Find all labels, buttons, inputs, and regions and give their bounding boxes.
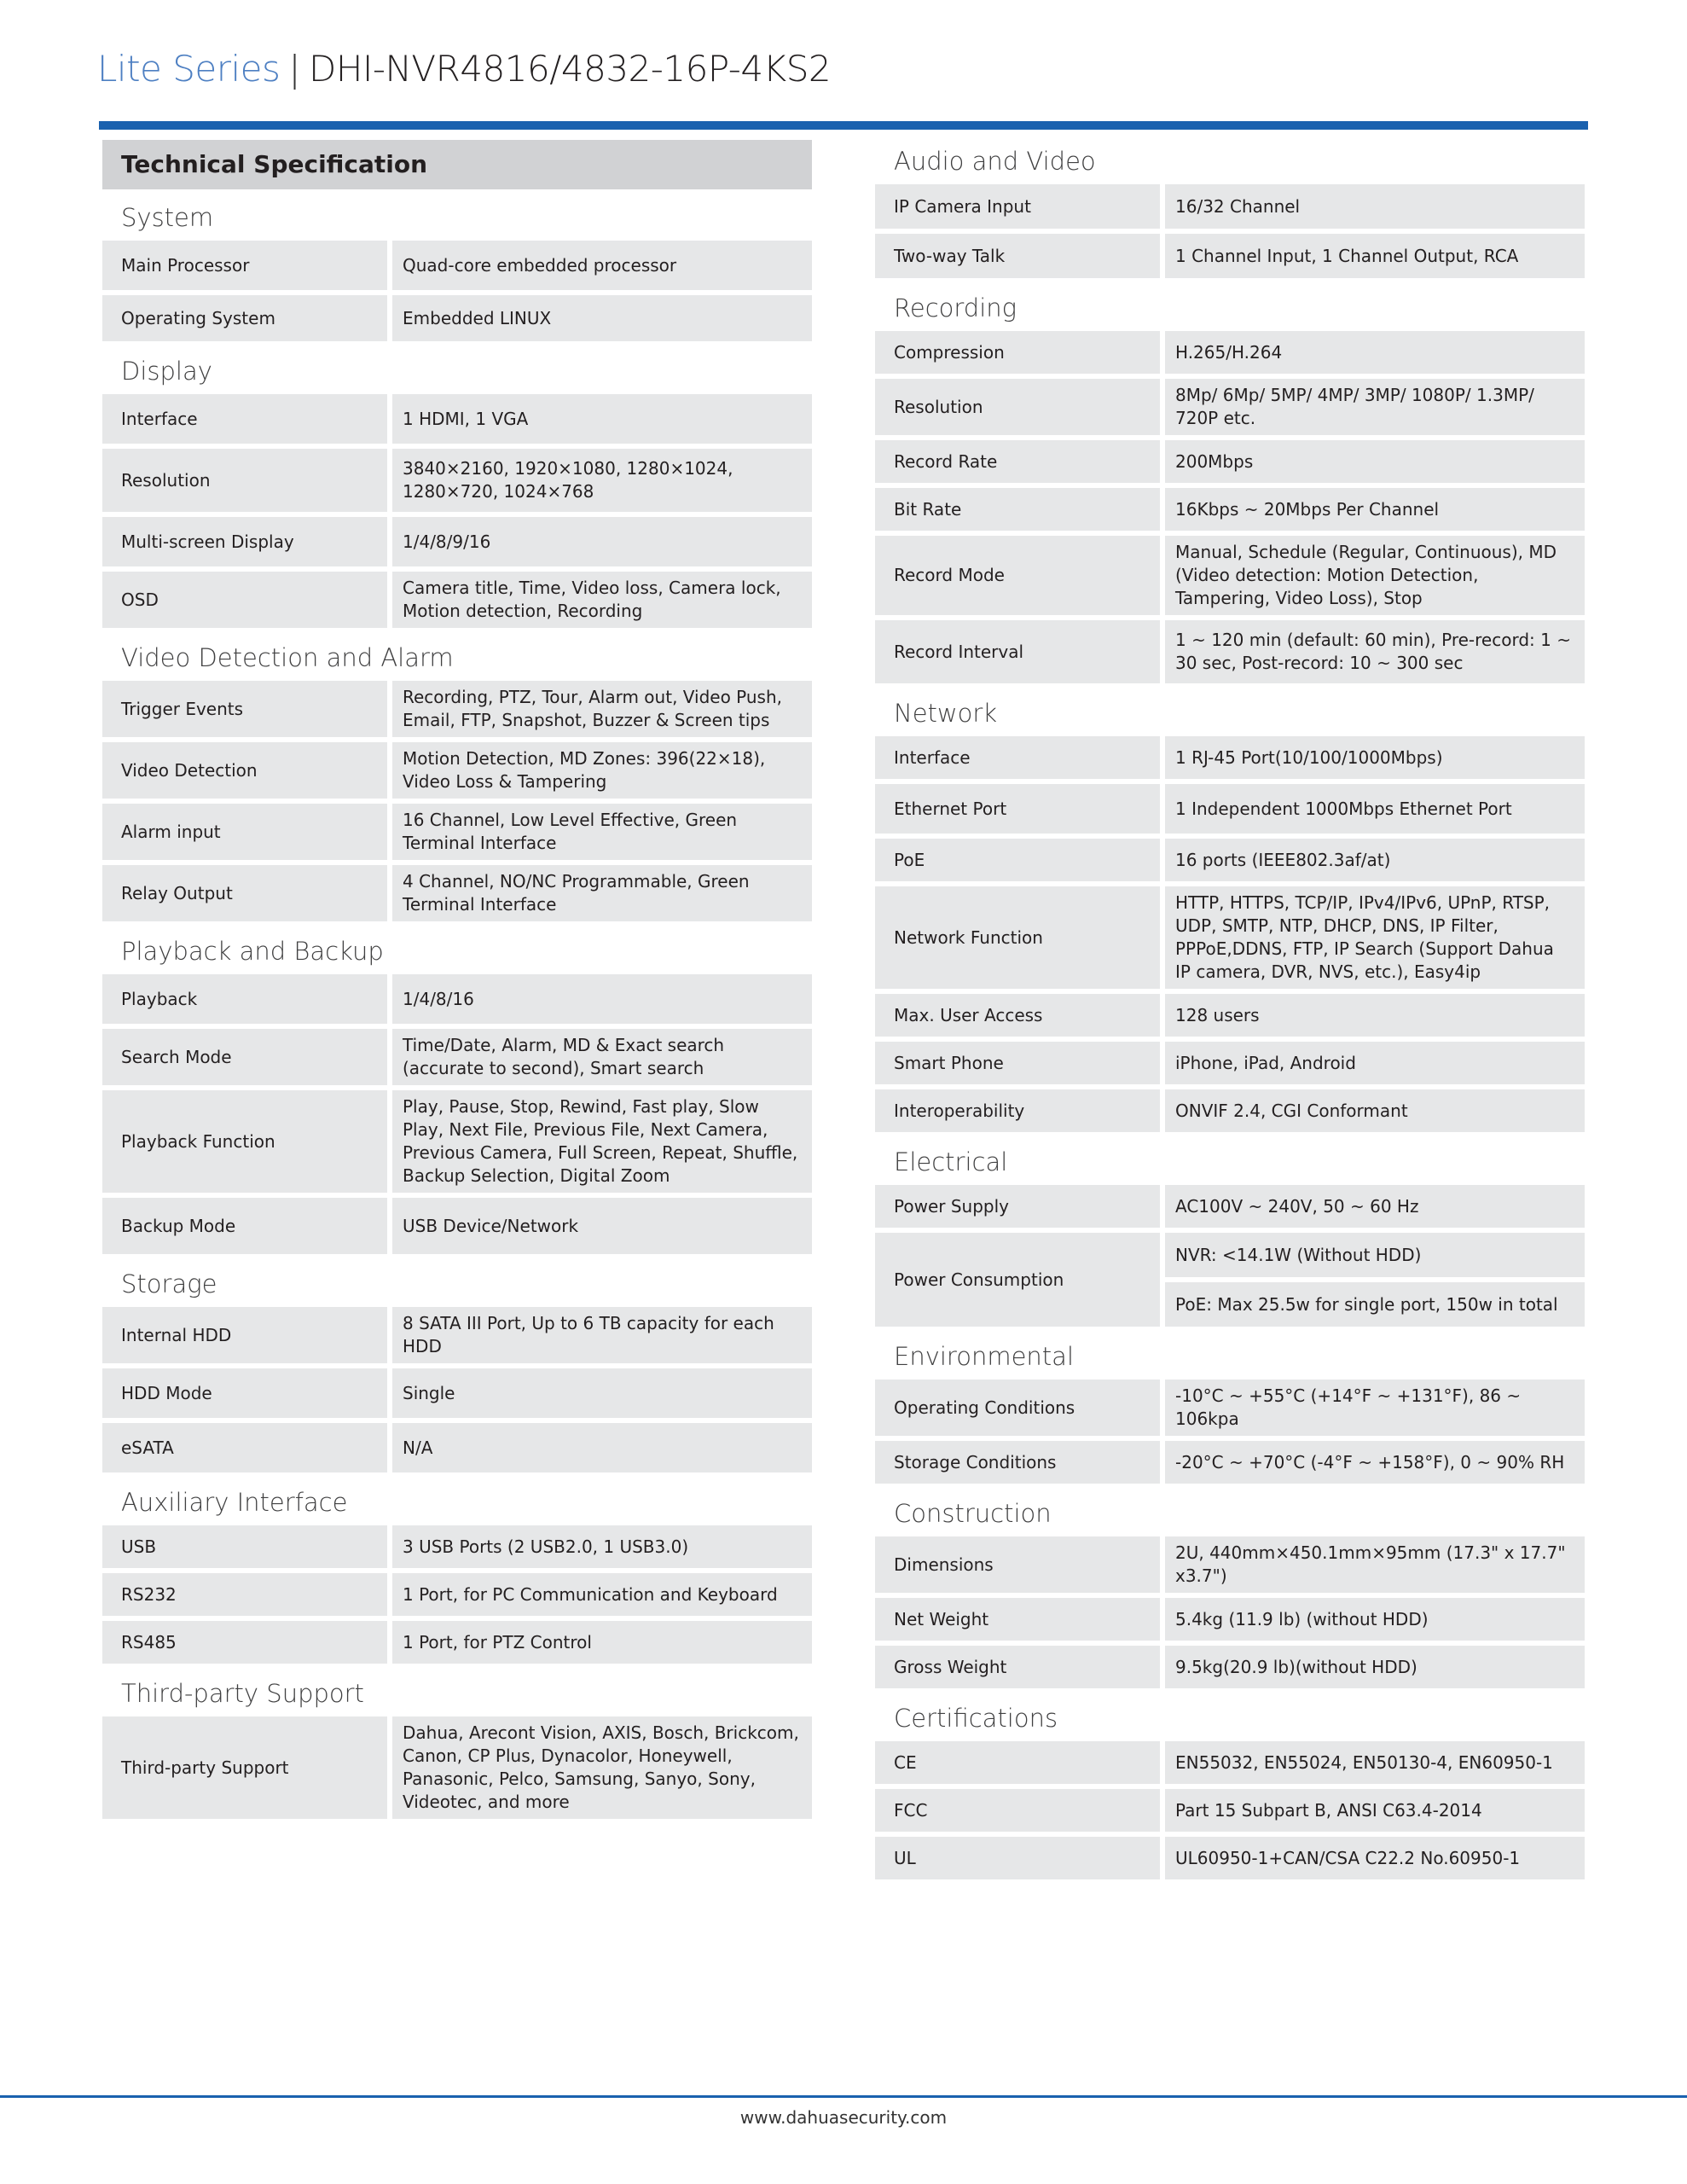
section-title: Playback and Backup xyxy=(121,937,384,966)
spec-row xyxy=(875,1042,1585,1084)
spec-label: Record Mode xyxy=(875,536,1160,615)
spec-value: Quad-core embedded processor xyxy=(392,241,812,290)
spec-row xyxy=(875,994,1585,1037)
spec-row xyxy=(102,742,812,799)
spec-row xyxy=(875,736,1585,779)
section-title: Recording xyxy=(894,293,1017,322)
section-title: Certifications xyxy=(894,1704,1058,1733)
spec-value: Dahua, Arecont Vision, AXIS, Bosch, Brickcom, Canon, CP Plus, Dynacolor, Honeywell, Panasonic, Pelco, Samsung, Sanyo, Sony, Videotec, and more xyxy=(392,1716,812,1819)
spec-label: Interface xyxy=(102,394,387,444)
spec-label: Dimensions xyxy=(875,1536,1160,1593)
spec-row xyxy=(102,1525,812,1568)
spec-value: Embedded LINUX xyxy=(392,295,812,341)
spec-label: Smart Phone xyxy=(875,1042,1160,1084)
spec-value: 16/32 Channel xyxy=(1165,184,1585,229)
spec-row xyxy=(875,234,1585,278)
spec-label: Interoperability xyxy=(875,1089,1160,1132)
spec-label: Resolution xyxy=(875,379,1160,435)
spec-row xyxy=(875,1837,1585,1879)
spec-label: FCC xyxy=(875,1789,1160,1832)
spec-label: Search Mode xyxy=(102,1029,387,1085)
spec-label: PoE xyxy=(875,839,1160,881)
spec-row xyxy=(875,784,1585,834)
spec-label: Ethernet Port xyxy=(875,784,1160,834)
spec-row xyxy=(875,440,1585,483)
spec-row xyxy=(102,1090,812,1193)
spec-value: 1 Port, for PTZ Control xyxy=(392,1621,812,1664)
spec-value: 8 SATA III Port, Up to 6 TB capacity for each HDD xyxy=(392,1307,812,1363)
spec-row xyxy=(875,1789,1585,1832)
spec-row xyxy=(102,1307,812,1363)
spec-row xyxy=(875,839,1585,881)
section-title: Network xyxy=(894,699,998,728)
series-name: Lite Series xyxy=(97,48,281,90)
spec-value: 9.5kg(20.9 lb)(without HDD) xyxy=(1165,1646,1585,1688)
spec-row xyxy=(875,1089,1585,1132)
spec-row xyxy=(875,536,1585,615)
spec-value: 1 Port, for PC Communication and Keyboard xyxy=(392,1573,812,1616)
spec-row xyxy=(875,1441,1585,1484)
spec-value: USB Device/Network xyxy=(392,1198,812,1254)
spec-value-group xyxy=(1165,1233,1585,1327)
spec-label: Power Supply xyxy=(875,1185,1160,1228)
spec-row xyxy=(875,620,1585,683)
spec-value: Play, Pause, Stop, Rewind, Fast play, Slow Play, Next File, Previous File, Next Camera, Previous Camera, Full Screen, Repeat, Shuffle, Backup Selection, Digital Zoom xyxy=(392,1090,812,1193)
spec-value: Recording, PTZ, Tour, Alarm out, Video Push, Email, FTP, Snapshot, Buzzer & Screen tips xyxy=(392,681,812,737)
spec-label: Gross Weight xyxy=(875,1646,1160,1688)
section-title: Electrical xyxy=(894,1147,1008,1176)
spec-row xyxy=(875,1598,1585,1641)
section-title: Environmental xyxy=(894,1342,1075,1371)
spec-row xyxy=(102,1029,812,1085)
spec-value: iPhone, iPad, Android xyxy=(1165,1042,1585,1084)
spec-value: 5.4kg (11.9 lb) (without HDD) xyxy=(1165,1598,1585,1641)
spec-label: Compression xyxy=(875,331,1160,374)
spec-row xyxy=(875,886,1585,989)
spec-label: Backup Mode xyxy=(102,1198,387,1254)
spec-value: Time/Date, Alarm, MD & Exact search (accurate to second), Smart search xyxy=(392,1029,812,1085)
spec-label: Network Function xyxy=(875,886,1160,989)
spec-row xyxy=(875,488,1585,531)
spec-label: eSATA xyxy=(102,1423,387,1472)
spec-value: 1 ~ 120 min (default: 60 min), Pre-record: 1 ~ 30 sec, Post-record: 10 ~ 300 sec xyxy=(1165,620,1585,683)
spec-value: -10°C ~ +55°C (+14°F ~ +131°F), 86 ~ 106kpa xyxy=(1165,1380,1585,1436)
spec-value: EN55032, EN55024, EN50130-4, EN60950-1 xyxy=(1165,1741,1585,1784)
spec-label: Playback Function xyxy=(102,1090,387,1193)
spec-row xyxy=(875,1646,1585,1688)
spec-value: Motion Detection, MD Zones: 396(22×18), Video Loss & Tampering xyxy=(392,742,812,799)
spec-label: Multi-screen Display xyxy=(102,517,387,566)
section-title: System xyxy=(121,203,214,232)
page-title xyxy=(97,48,831,90)
spec-row xyxy=(102,1716,812,1819)
spec-label: Main Processor xyxy=(102,241,387,290)
spec-value: UL60950-1+CAN/CSA C22.2 No.60950-1 xyxy=(1165,1837,1585,1879)
spec-row xyxy=(102,1621,812,1664)
spec-value: Manual, Schedule (Regular, Continuous), MD (Video detection: Motion Detection, Tampering, Video Loss), Stop xyxy=(1165,536,1585,615)
section-title: Construction xyxy=(894,1499,1052,1528)
section-title: Display xyxy=(121,357,212,386)
spec-row xyxy=(875,1233,1585,1327)
spec-row xyxy=(102,1423,812,1472)
section-title: Auxiliary Interface xyxy=(121,1488,348,1517)
spec-label: Storage Conditions xyxy=(875,1441,1160,1484)
spec-row xyxy=(102,241,812,290)
spec-row xyxy=(102,1573,812,1616)
spec-row xyxy=(102,295,812,341)
spec-value: HTTP, HTTPS, TCP/IP, IPv4/IPv6, UPnP, RTSP, UDP, SMTP, NTP, DHCP, DNS, IP Filter, PPPoE,DDNS, FTP, IP Search (Support Dahua IP camera, DVR, NVS, etc.), Easy4ip xyxy=(1165,886,1585,989)
spec-value: 3840×2160, 1920×1080, 1280×1024, 1280×720, 1024×768 xyxy=(392,449,812,512)
spec-value: 8Mp/ 6Mp/ 5MP/ 4MP/ 3MP/ 1080P/ 1.3MP/ 720P etc. xyxy=(1165,379,1585,435)
spec-label: RS232 xyxy=(102,1573,387,1616)
spec-row xyxy=(102,804,812,860)
spec-row xyxy=(102,449,812,512)
spec-label: UL xyxy=(875,1837,1160,1879)
spec-value: 1 Independent 1000Mbps Ethernet Port xyxy=(1165,784,1585,834)
spec-label: Internal HDD xyxy=(102,1307,387,1363)
spec-label: Resolution xyxy=(102,449,387,512)
spec-row xyxy=(875,1380,1585,1436)
spec-label: IP Camera Input xyxy=(875,184,1160,229)
spec-label: Video Detection xyxy=(102,742,387,799)
spec-label: CE xyxy=(875,1741,1160,1784)
spec-value: 128 users xyxy=(1165,994,1585,1037)
spec-value: 3 USB Ports (2 USB2.0, 1 USB3.0) xyxy=(392,1525,812,1568)
model-number: DHI-NVR4816/4832-16P-4KS2 xyxy=(309,48,832,90)
spec-value: 1/4/8/9/16 xyxy=(392,517,812,566)
header-divider xyxy=(99,121,1588,130)
spec-row xyxy=(875,1741,1585,1784)
spec-value: N/A xyxy=(392,1423,812,1472)
section-title: Storage xyxy=(121,1269,217,1298)
spec-row xyxy=(102,974,812,1024)
spec-value: 1 Channel Input, 1 Channel Output, RCA xyxy=(1165,234,1585,278)
spec-value: 1 HDMI, 1 VGA xyxy=(392,394,812,444)
spec-label: Interface xyxy=(875,736,1160,779)
left-spec-column xyxy=(102,136,812,1824)
spec-label: Power Consumption xyxy=(875,1233,1160,1327)
spec-row xyxy=(102,1368,812,1418)
spec-value: 16 Channel, Low Level Effective, Green Terminal Interface xyxy=(392,804,812,860)
section-title: Audio and Video xyxy=(894,147,1096,176)
spec-label: Record Interval xyxy=(875,620,1160,683)
spec-label: Record Rate xyxy=(875,440,1160,483)
spec-value: Part 15 Subpart B, ANSI C63.4-2014 xyxy=(1165,1789,1585,1832)
footer-url: www.dahuasecurity.com xyxy=(739,2107,948,2128)
spec-label: Net Weight xyxy=(875,1598,1160,1641)
spec-row xyxy=(102,1198,812,1254)
spec-row xyxy=(875,379,1585,435)
spec-row xyxy=(875,1536,1585,1593)
spec-row xyxy=(102,865,812,921)
spec-value: AC100V ~ 240V, 50 ~ 60 Hz xyxy=(1165,1185,1585,1228)
spec-value: 1/4/8/16 xyxy=(392,974,812,1024)
spec-value: NVR: <14.1W (Without HDD) xyxy=(1165,1233,1585,1277)
section-title: Video Detection and Alarm xyxy=(121,643,454,672)
spec-row xyxy=(102,394,812,444)
spec-label: Bit Rate xyxy=(875,488,1160,531)
spec-label: Max. User Access xyxy=(875,994,1160,1037)
spec-label: Alarm input xyxy=(102,804,387,860)
spec-label: Third-party Support xyxy=(102,1716,387,1819)
spec-label: Operating Conditions xyxy=(875,1380,1160,1436)
spec-value: -20°C ~ +70°C (-4°F ~ +158°F), 0 ~ 90% RH xyxy=(1165,1441,1585,1484)
spec-label: RS485 xyxy=(102,1621,387,1664)
spec-value: 2U, 440mm×450.1mm×95mm (17.3" x 17.7" x3.7") xyxy=(1165,1536,1585,1593)
spec-value: Camera title, Time, Video loss, Camera lock, Motion detection, Recording xyxy=(392,572,812,628)
spec-row xyxy=(875,331,1585,374)
spec-value: ONVIF 2.4, CGI Conformant xyxy=(1165,1089,1585,1132)
spec-label: HDD Mode xyxy=(102,1368,387,1418)
spec-value: Single xyxy=(392,1368,812,1418)
spec-row xyxy=(102,517,812,566)
spec-label: Operating System xyxy=(102,295,387,341)
spec-label: Playback xyxy=(102,974,387,1024)
spec-value: H.265/H.264 xyxy=(1165,331,1585,374)
spec-row xyxy=(102,681,812,737)
section-title: Third-party Support xyxy=(121,1679,364,1708)
spec-label: Relay Output xyxy=(102,865,387,921)
spec-row xyxy=(875,184,1585,229)
spec-value: 1 RJ-45 Port(10/100/1000Mbps) xyxy=(1165,736,1585,779)
spec-label: USB xyxy=(102,1525,387,1568)
spec-value: 16Kbps ~ 20Mbps Per Channel xyxy=(1165,488,1585,531)
right-spec-column xyxy=(875,136,1585,1885)
spec-heading: Technical Specification xyxy=(102,140,812,189)
spec-row xyxy=(102,572,812,628)
spec-value: PoE: Max 25.5w for single port, 150w in total xyxy=(1165,1282,1585,1327)
spec-label: Trigger Events xyxy=(102,681,387,737)
footer-divider xyxy=(0,2095,1687,2098)
spec-value: 4 Channel, NO/NC Programmable, Green Terminal Interface xyxy=(392,865,812,921)
spec-label: Two-way Talk xyxy=(875,234,1160,278)
spec-label: OSD xyxy=(102,572,387,628)
spec-value: 200Mbps xyxy=(1165,440,1585,483)
spec-value: 16 ports (IEEE802.3af/at) xyxy=(1165,839,1585,881)
spec-row xyxy=(875,1185,1585,1228)
title-separator: | xyxy=(288,48,301,90)
